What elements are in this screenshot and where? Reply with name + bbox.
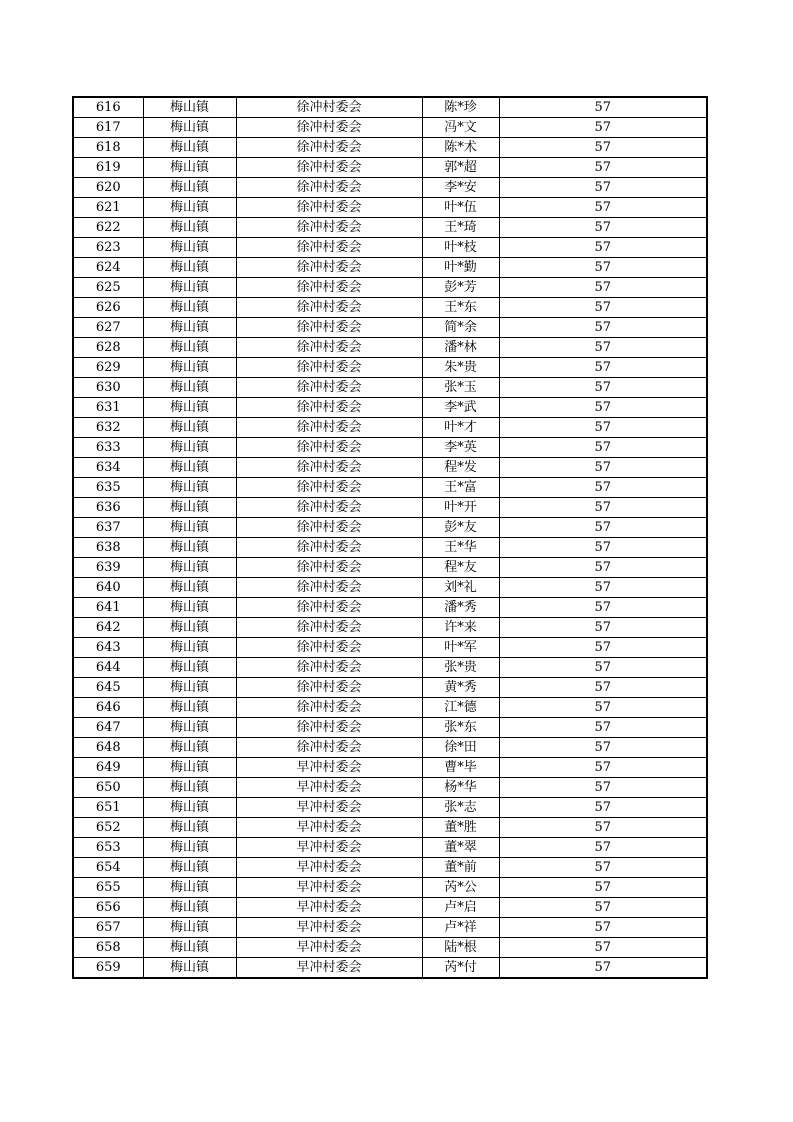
village-committee-cell: 徐冲村委会 (236, 298, 422, 318)
town-cell: 梅山镇 (143, 938, 236, 958)
village-committee-cell: 徐冲村委会 (236, 318, 422, 338)
table-row (73, 198, 707, 218)
table-row (73, 418, 707, 438)
village-committee-cell: 徐冲村委会 (236, 698, 422, 718)
person-name-cell: 潘*秀 (422, 598, 499, 618)
table-row (73, 618, 707, 638)
person-name-cell: 曹*毕 (422, 758, 499, 778)
person-name-cell: 郭*超 (422, 158, 499, 178)
village-committee-cell: 徐冲村委会 (236, 258, 422, 278)
village-committee-cell: 徐冲村委会 (236, 97, 422, 118)
person-name-cell: 张*贵 (422, 658, 499, 678)
table-row (73, 778, 707, 798)
row-number: 656 (73, 898, 143, 918)
table-row (73, 958, 707, 979)
row-number: 637 (73, 518, 143, 538)
person-name-cell: 董*胜 (422, 818, 499, 838)
person-name-cell: 叶*开 (422, 498, 499, 518)
table-row (73, 898, 707, 918)
town-cell: 梅山镇 (143, 198, 236, 218)
village-committee-cell: 徐冲村委会 (236, 578, 422, 598)
village-committee-cell: 早冲村委会 (236, 778, 422, 798)
table-row (73, 858, 707, 878)
person-name-cell: 叶*枝 (422, 238, 499, 258)
data-table (72, 96, 708, 979)
town-cell: 梅山镇 (143, 118, 236, 138)
table-row (73, 718, 707, 738)
amount-cell: 57 (499, 858, 707, 878)
town-cell: 梅山镇 (143, 878, 236, 898)
amount-cell: 57 (499, 638, 707, 658)
row-number: 646 (73, 698, 143, 718)
town-cell: 梅山镇 (143, 278, 236, 298)
village-committee-cell: 徐冲村委会 (236, 618, 422, 638)
row-number: 621 (73, 198, 143, 218)
amount-cell: 57 (499, 418, 707, 438)
village-committee-cell: 徐冲村委会 (236, 198, 422, 218)
village-committee-cell: 徐冲村委会 (236, 658, 422, 678)
amount-cell: 57 (499, 918, 707, 938)
amount-cell: 57 (499, 398, 707, 418)
village-committee-cell: 徐冲村委会 (236, 518, 422, 538)
amount-cell: 57 (499, 658, 707, 678)
town-cell: 梅山镇 (143, 138, 236, 158)
village-committee-cell: 徐冲村委会 (236, 418, 422, 438)
amount-cell: 57 (499, 618, 707, 638)
person-name-cell: 张*志 (422, 798, 499, 818)
amount-cell: 57 (499, 898, 707, 918)
amount-cell: 57 (499, 838, 707, 858)
row-number: 623 (73, 238, 143, 258)
amount-cell: 57 (499, 698, 707, 718)
amount-cell: 57 (499, 97, 707, 118)
row-number: 616 (73, 97, 143, 118)
town-cell: 梅山镇 (143, 838, 236, 858)
amount-cell: 57 (499, 198, 707, 218)
town-cell: 梅山镇 (143, 97, 236, 118)
table-row (73, 178, 707, 198)
person-name-cell: 简*余 (422, 318, 499, 338)
town-cell: 梅山镇 (143, 738, 236, 758)
village-committee-cell: 早冲村委会 (236, 898, 422, 918)
table-row (73, 918, 707, 938)
amount-cell: 57 (499, 778, 707, 798)
row-number: 624 (73, 258, 143, 278)
table-row (73, 298, 707, 318)
person-name-cell: 卢*祥 (422, 918, 499, 938)
amount-cell: 57 (499, 878, 707, 898)
amount-cell: 57 (499, 518, 707, 538)
table-row (73, 938, 707, 958)
table-row (73, 558, 707, 578)
amount-cell: 57 (499, 938, 707, 958)
row-number: 643 (73, 638, 143, 658)
table-row (73, 818, 707, 838)
row-number: 652 (73, 818, 143, 838)
amount-cell: 57 (499, 258, 707, 278)
person-name-cell: 潘*林 (422, 338, 499, 358)
row-number: 640 (73, 578, 143, 598)
table-row (73, 758, 707, 778)
amount-cell: 57 (499, 718, 707, 738)
person-name-cell: 董*前 (422, 858, 499, 878)
village-committee-cell: 徐冲村委会 (236, 718, 422, 738)
amount-cell: 57 (499, 578, 707, 598)
village-committee-cell: 早冲村委会 (236, 838, 422, 858)
table-row (73, 578, 707, 598)
row-number: 659 (73, 958, 143, 979)
village-committee-cell: 徐冲村委会 (236, 118, 422, 138)
town-cell: 梅山镇 (143, 238, 236, 258)
town-cell: 梅山镇 (143, 418, 236, 438)
table-row (73, 138, 707, 158)
town-cell: 梅山镇 (143, 658, 236, 678)
town-cell: 梅山镇 (143, 578, 236, 598)
village-committee-cell: 早冲村委会 (236, 958, 422, 979)
row-number: 631 (73, 398, 143, 418)
row-number: 633 (73, 438, 143, 458)
row-number: 651 (73, 798, 143, 818)
town-cell: 梅山镇 (143, 898, 236, 918)
person-name-cell: 许*来 (422, 618, 499, 638)
town-cell: 梅山镇 (143, 638, 236, 658)
person-name-cell: 李*武 (422, 398, 499, 418)
row-number: 626 (73, 298, 143, 318)
row-number: 634 (73, 458, 143, 478)
village-committee-cell: 徐冲村委会 (236, 678, 422, 698)
village-committee-cell: 徐冲村委会 (236, 498, 422, 518)
village-committee-cell: 早冲村委会 (236, 758, 422, 778)
table-row (73, 638, 707, 658)
table-row (73, 318, 707, 338)
town-cell: 梅山镇 (143, 858, 236, 878)
amount-cell: 57 (499, 798, 707, 818)
row-number: 629 (73, 358, 143, 378)
table-row (73, 378, 707, 398)
amount-cell: 57 (499, 678, 707, 698)
town-cell: 梅山镇 (143, 498, 236, 518)
row-number: 649 (73, 758, 143, 778)
table-row (73, 158, 707, 178)
person-name-cell: 黄*秀 (422, 678, 499, 698)
row-number: 630 (73, 378, 143, 398)
amount-cell: 57 (499, 498, 707, 518)
person-name-cell: 张*东 (422, 718, 499, 738)
table-row (73, 218, 707, 238)
town-cell: 梅山镇 (143, 298, 236, 318)
village-committee-cell: 徐冲村委会 (236, 138, 422, 158)
row-number: 638 (73, 538, 143, 558)
village-committee-cell: 早冲村委会 (236, 798, 422, 818)
table-row (73, 238, 707, 258)
row-number: 620 (73, 178, 143, 198)
town-cell: 梅山镇 (143, 438, 236, 458)
person-name-cell: 叶*伍 (422, 198, 499, 218)
table-row (73, 678, 707, 698)
town-cell: 梅山镇 (143, 718, 236, 738)
table-row (73, 598, 707, 618)
village-committee-cell: 徐冲村委会 (236, 538, 422, 558)
town-cell: 梅山镇 (143, 758, 236, 778)
table-row (73, 338, 707, 358)
table-row (73, 878, 707, 898)
row-number: 627 (73, 318, 143, 338)
table-row (73, 498, 707, 518)
row-number: 655 (73, 878, 143, 898)
row-number: 658 (73, 938, 143, 958)
person-name-cell: 卢*启 (422, 898, 499, 918)
person-name-cell: 叶*才 (422, 418, 499, 438)
table-row (73, 97, 707, 118)
village-committee-cell: 徐冲村委会 (236, 558, 422, 578)
row-number: 644 (73, 658, 143, 678)
table-row (73, 258, 707, 278)
table-body (73, 97, 707, 978)
row-number: 619 (73, 158, 143, 178)
person-name-cell: 芮*付 (422, 958, 499, 979)
row-number: 639 (73, 558, 143, 578)
town-cell: 梅山镇 (143, 458, 236, 478)
table-row (73, 398, 707, 418)
table-row (73, 358, 707, 378)
row-number: 653 (73, 838, 143, 858)
person-name-cell: 陆*根 (422, 938, 499, 958)
town-cell: 梅山镇 (143, 798, 236, 818)
amount-cell: 57 (499, 238, 707, 258)
village-committee-cell: 徐冲村委会 (236, 158, 422, 178)
amount-cell: 57 (499, 818, 707, 838)
amount-cell: 57 (499, 318, 707, 338)
table-row (73, 698, 707, 718)
village-committee-cell: 徐冲村委会 (236, 638, 422, 658)
row-number: 635 (73, 478, 143, 498)
town-cell: 梅山镇 (143, 318, 236, 338)
amount-cell: 57 (499, 538, 707, 558)
person-name-cell: 江*德 (422, 698, 499, 718)
town-cell: 梅山镇 (143, 598, 236, 618)
row-number: 645 (73, 678, 143, 698)
village-committee-cell: 徐冲村委会 (236, 378, 422, 398)
amount-cell: 57 (499, 158, 707, 178)
town-cell: 梅山镇 (143, 538, 236, 558)
row-number: 625 (73, 278, 143, 298)
row-number: 657 (73, 918, 143, 938)
town-cell: 梅山镇 (143, 158, 236, 178)
person-name-cell: 李*英 (422, 438, 499, 458)
row-number: 622 (73, 218, 143, 238)
person-name-cell: 张*玉 (422, 378, 499, 398)
person-name-cell: 李*安 (422, 178, 499, 198)
row-number: 618 (73, 138, 143, 158)
table-row (73, 118, 707, 138)
town-cell: 梅山镇 (143, 218, 236, 238)
village-committee-cell: 徐冲村委会 (236, 598, 422, 618)
amount-cell: 57 (499, 598, 707, 618)
village-committee-cell: 徐冲村委会 (236, 178, 422, 198)
table-row (73, 538, 707, 558)
person-name-cell: 程*友 (422, 558, 499, 578)
amount-cell: 57 (499, 738, 707, 758)
village-committee-cell: 徐冲村委会 (236, 738, 422, 758)
amount-cell: 57 (499, 218, 707, 238)
amount-cell: 57 (499, 278, 707, 298)
town-cell: 梅山镇 (143, 338, 236, 358)
amount-cell: 57 (499, 298, 707, 318)
table-row (73, 658, 707, 678)
town-cell: 梅山镇 (143, 918, 236, 938)
town-cell: 梅山镇 (143, 678, 236, 698)
village-committee-cell: 徐冲村委会 (236, 478, 422, 498)
person-name-cell: 朱*贵 (422, 358, 499, 378)
person-name-cell: 杨*华 (422, 778, 499, 798)
town-cell: 梅山镇 (143, 398, 236, 418)
person-name-cell: 王*华 (422, 538, 499, 558)
town-cell: 梅山镇 (143, 958, 236, 979)
village-committee-cell: 徐冲村委会 (236, 438, 422, 458)
amount-cell: 57 (499, 358, 707, 378)
person-name-cell: 董*翠 (422, 838, 499, 858)
village-committee-cell: 徐冲村委会 (236, 278, 422, 298)
village-committee-cell: 早冲村委会 (236, 818, 422, 838)
row-number: 628 (73, 338, 143, 358)
town-cell: 梅山镇 (143, 698, 236, 718)
amount-cell: 57 (499, 118, 707, 138)
row-number: 654 (73, 858, 143, 878)
row-number: 650 (73, 778, 143, 798)
table-row (73, 838, 707, 858)
row-number: 632 (73, 418, 143, 438)
town-cell: 梅山镇 (143, 378, 236, 398)
person-name-cell: 刘*礼 (422, 578, 499, 598)
town-cell: 梅山镇 (143, 558, 236, 578)
table-row (73, 478, 707, 498)
town-cell: 梅山镇 (143, 818, 236, 838)
amount-cell: 57 (499, 378, 707, 398)
village-committee-cell: 早冲村委会 (236, 878, 422, 898)
person-name-cell: 冯*文 (422, 118, 499, 138)
person-name-cell: 叶*军 (422, 638, 499, 658)
village-committee-cell: 早冲村委会 (236, 938, 422, 958)
amount-cell: 57 (499, 138, 707, 158)
town-cell: 梅山镇 (143, 358, 236, 378)
person-name-cell: 陈*珍 (422, 97, 499, 118)
village-committee-cell: 徐冲村委会 (236, 238, 422, 258)
table-row (73, 438, 707, 458)
village-committee-cell: 徐冲村委会 (236, 338, 422, 358)
person-name-cell: 彭*芳 (422, 278, 499, 298)
amount-cell: 57 (499, 338, 707, 358)
person-name-cell: 陈*术 (422, 138, 499, 158)
row-number: 617 (73, 118, 143, 138)
row-number: 641 (73, 598, 143, 618)
table-row (73, 738, 707, 758)
village-committee-cell: 徐冲村委会 (236, 398, 422, 418)
village-committee-cell: 徐冲村委会 (236, 358, 422, 378)
town-cell: 梅山镇 (143, 478, 236, 498)
row-number: 648 (73, 738, 143, 758)
village-committee-cell: 早冲村委会 (236, 858, 422, 878)
town-cell: 梅山镇 (143, 258, 236, 278)
person-name-cell: 王*富 (422, 478, 499, 498)
amount-cell: 57 (499, 758, 707, 778)
row-number: 647 (73, 718, 143, 738)
person-name-cell: 王*琦 (422, 218, 499, 238)
table-row (73, 278, 707, 298)
row-number: 636 (73, 498, 143, 518)
amount-cell: 57 (499, 458, 707, 478)
village-committee-cell: 徐冲村委会 (236, 458, 422, 478)
amount-cell: 57 (499, 438, 707, 458)
person-name-cell: 芮*公 (422, 878, 499, 898)
village-committee-cell: 早冲村委会 (236, 918, 422, 938)
person-name-cell: 叶*勤 (422, 258, 499, 278)
table-row (73, 798, 707, 818)
row-number: 642 (73, 618, 143, 638)
person-name-cell: 徐*田 (422, 738, 499, 758)
table-row (73, 458, 707, 478)
amount-cell: 57 (499, 958, 707, 979)
town-cell: 梅山镇 (143, 178, 236, 198)
town-cell: 梅山镇 (143, 518, 236, 538)
amount-cell: 57 (499, 558, 707, 578)
person-name-cell: 程*发 (422, 458, 499, 478)
person-name-cell: 彭*友 (422, 518, 499, 538)
table-row (73, 518, 707, 538)
village-committee-cell: 徐冲村委会 (236, 218, 422, 238)
town-cell: 梅山镇 (143, 778, 236, 798)
town-cell: 梅山镇 (143, 618, 236, 638)
person-name-cell: 王*东 (422, 298, 499, 318)
amount-cell: 57 (499, 178, 707, 198)
amount-cell: 57 (499, 478, 707, 498)
